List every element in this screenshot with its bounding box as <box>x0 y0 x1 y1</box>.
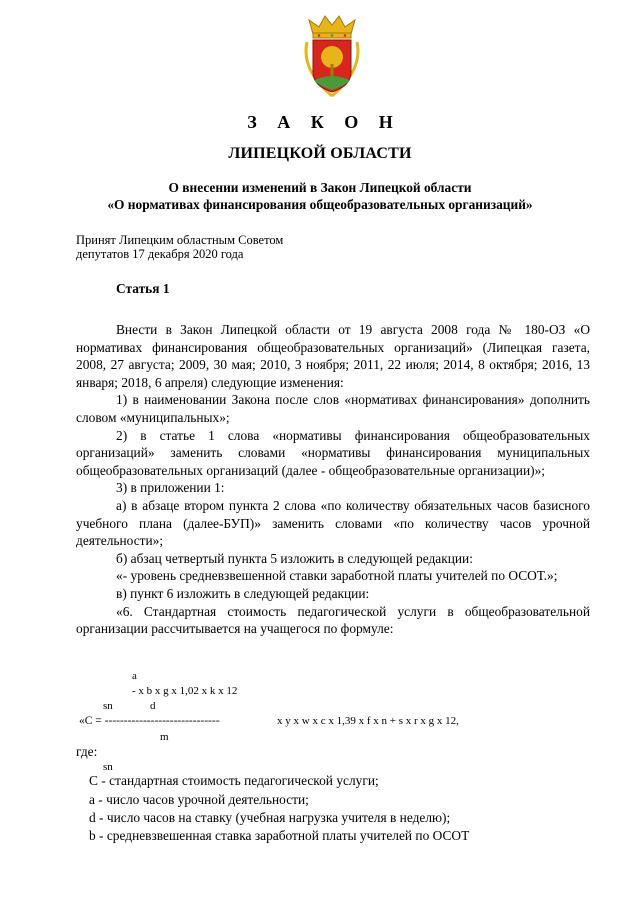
definition-a: а - число часов урочной деятельности; <box>89 792 309 807</box>
formula-sub-sn: sn <box>103 700 113 712</box>
formula-denominator: m <box>160 731 169 743</box>
paragraph-item-3c: в) пункт 6 изложить в следующей редакции: <box>116 585 370 601</box>
paragraph-item-3: 3) в приложении 1: <box>116 480 225 496</box>
adoption-line-1: Принят Липецким областным Советом <box>76 233 284 247</box>
definition-b: b - средневзвешенная ставка заработной платы учителей по ОСОТ <box>89 828 470 843</box>
law-heading: З А К О Н <box>247 112 401 132</box>
law-title-line-2: «О нормативах финансирования общеобразовательных организаций» <box>107 197 533 212</box>
paragraph-item-6: «6. Стандартная стоимость педагогической услуги в общеобразовательной организации рассчитывается на учащегося по формуле: <box>76 603 590 637</box>
paragraph-item-1: 1) в наименовании Закона после слов «нормативах финансирования» дополнить словом «муниципальных»; <box>76 392 590 425</box>
law-title-line-1: О внесении изменений в Закон Липецкой области <box>168 180 472 195</box>
formula-where: где: <box>76 744 98 759</box>
formula-a-top: а <box>132 670 137 682</box>
paragraph-item-3b: б) абзац четвертый пункта 5 изложить в следующей редакции: <box>116 550 473 566</box>
formula-lhs: «С = ------------------------------ <box>79 715 220 727</box>
formula-numerator: - x b x g x 1,02 x k x 12 <box>132 685 238 697</box>
article-body <box>76 321 590 638</box>
formula-sub-d: d <box>150 700 156 712</box>
coat-of-arms-icon <box>299 14 365 98</box>
paragraph-item-2: 2) в статье 1 слова «нормативы финансирования общеобразовательных организаций» заменить словами «нормативы финансирования муниципальных общеобразовательных организаций (далее - общеобразовательные организации)»; <box>76 427 590 478</box>
definition-c: С - стандартная стоимость педагогической услуги; <box>89 773 379 788</box>
article-heading: Статья 1 <box>116 281 170 296</box>
definition-d: d - число часов на ставку (учебная нагрузка учителя в неделю); <box>89 810 451 825</box>
adoption-line-2: депутатов 17 декабря 2020 года <box>76 247 244 261</box>
paragraph-item-3a: а) в абзаце втором пункта 2 слова «по количеству обязательных часов базисного учебного плана (далее-БУП)» заменить словами «по количеству часов урочной деятельности»; <box>76 497 590 549</box>
formula-rhs: x y x w x c x 1,39 x f x n + s x r x g x 12, <box>277 715 459 727</box>
formula-sub-sn-2: sn <box>103 761 113 773</box>
paragraph-intro: Внести в Закон Липецкой области от 19 августа 2008 года № 180-ОЗ «О нормативах финансирования общеобразовательных организаций» (Липецкая газета, 2008, 27 августа; 2009, 30 мая; 2010, 3 ноября; 2011, 22 июля; 2014, 8 октября; 2016, 13 января; 2018, 6 апреля) следующие изменения: <box>76 322 590 390</box>
paragraph-item-3b-text: «- уровень средневзвешенной ставки заработной платы учителей по ОСОТ.»; <box>116 568 558 584</box>
region-heading: ЛИПЕЦКОЙ ОБЛАСТИ <box>228 145 412 162</box>
